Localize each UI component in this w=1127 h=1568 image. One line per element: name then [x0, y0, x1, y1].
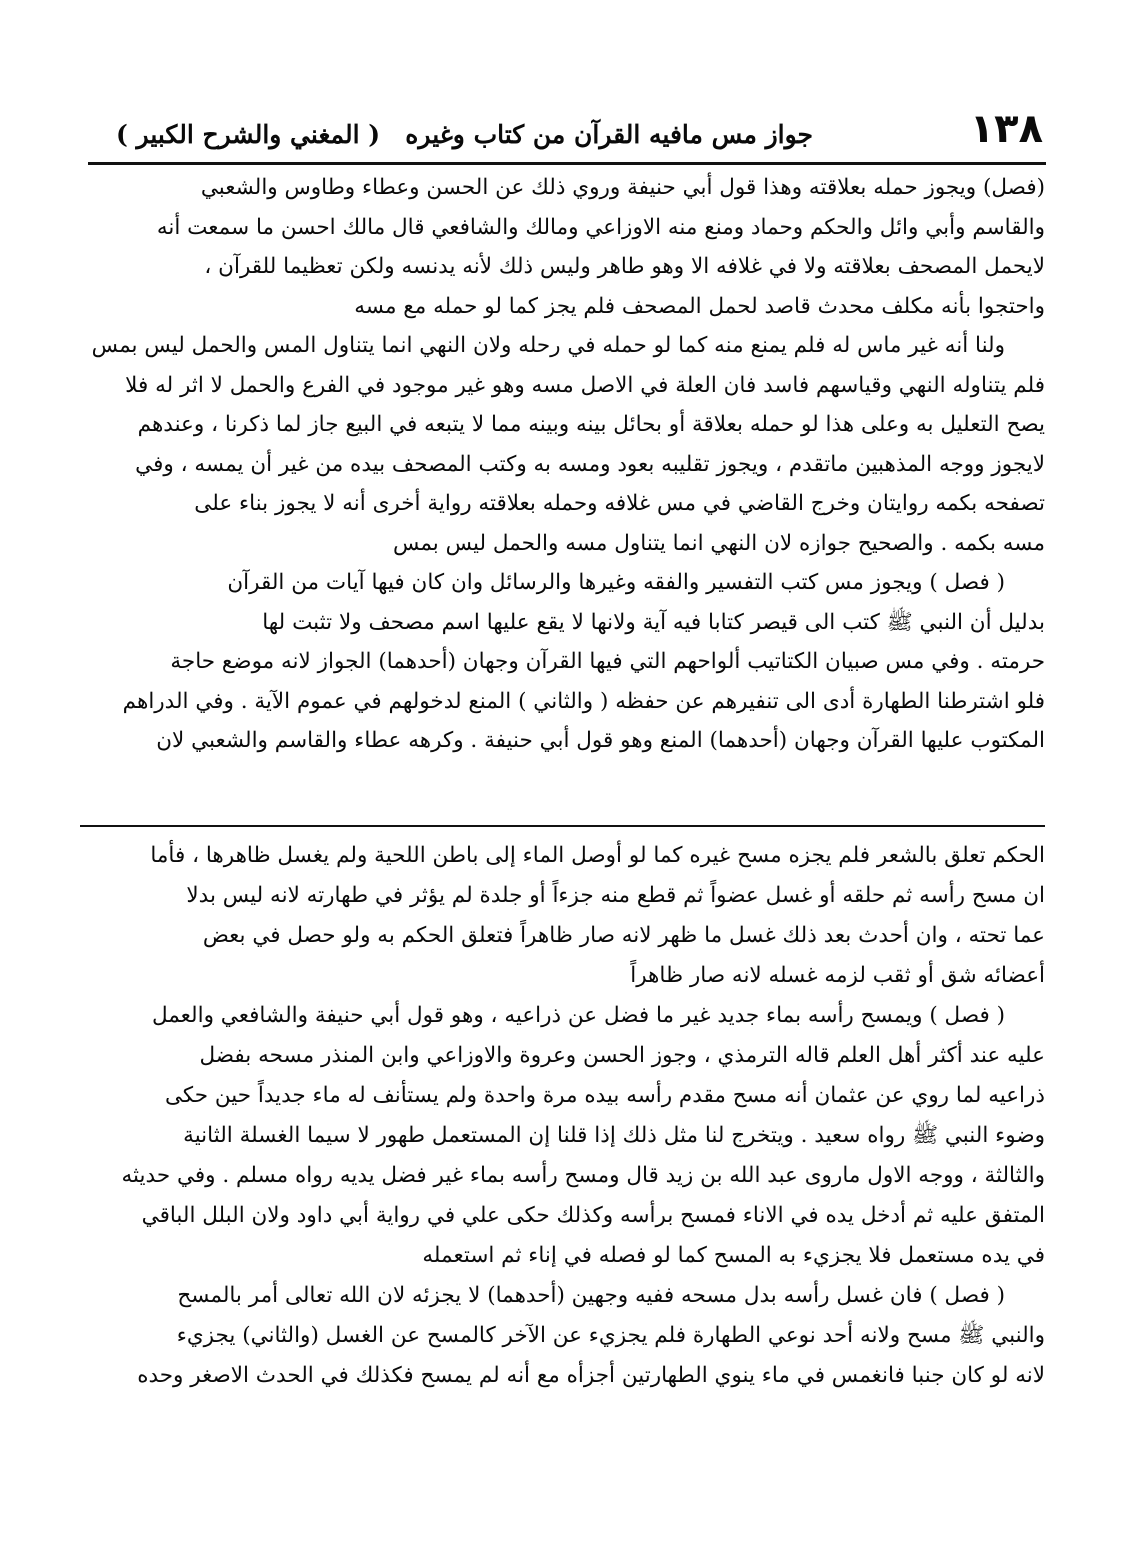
- text-line: فلو اشترطنا الطهارة أدى الى تنفيرهم عن حفظه ( والثاني ) المنع لدخولهم في عموم الآية . وفي الدراهم: [122, 688, 1045, 714]
- text-line: والثالثة ، ووجه الاول ماروى عبد الله بن زيد قال ومسح رأسه بماء غير فضل يديه رواه مسلم . وفي حديثه: [121, 1163, 1045, 1188]
- text-line: تصفحه بكمه روايتان وخرج القاضي في مس غلافه وحمله بعلاقته رواية أخرى أنه لا يجوز بناء على: [194, 491, 1045, 516]
- text-line: عليه عند أكثر أهل العلم قاله الترمذي ، وجوز الحسن وعروة والاوزاعي وابن المنذر مسحه بفضل: [199, 1043, 1045, 1068]
- main-text-block: [80, 168, 1045, 761]
- text-line: في يده مستعمل فلا يجزيء به المسح كما لو فصله في إناء ثم استعمله: [422, 1243, 1045, 1268]
- text-line: المكتوب عليها القرآن وجهان (أحدهما) المنع وهو قول أبي حنيفة . وكرهه عطاء والقاسم والشعبي لان: [156, 728, 1045, 753]
- text-line: ( فصل ) ويجوز مس كتب التفسير والفقه وغيرها والرسائل وان كان فيها آيات من القرآن: [227, 570, 1005, 595]
- text-line: لايجوز ووجه المذهبين ماتقدم ، ويجوز تقليبه بعود ومسه به وكتب المصحف بيده من غير أن يمسه ، وفي: [135, 451, 1045, 477]
- text-line: ( فصل ) ويمسح رأسه بماء جديد غير ما فضل عن ذراعيه ، وهو قول أبي حنيفة والشافعي والعمل: [151, 1003, 1005, 1028]
- header-divider: [88, 162, 1046, 165]
- text-line: وضوء النبي ﷺ رواه سعيد . ويتخرج لنا مثل ذلك إذا قلنا إن المستعمل طهور لا سيما الغسلة الثانية: [183, 1123, 1045, 1148]
- text-line: (فصل) ويجوز حمله بعلاقته وهذا قول أبي حنيفة وروي ذلك عن الحسن وعطاء وطاوس والشعبي: [200, 175, 1045, 200]
- text-line: مسه بكمه . والصحيح جوازه لان النهي انما يتناول مسه والحمل ليس بمس: [392, 530, 1045, 556]
- book-title: ( المغني والشرح الكبير ): [116, 120, 381, 149]
- section-divider: [80, 825, 1045, 827]
- text-line: فلم يتناوله النهي وقياسهم فاسد فان العلة في الاصل مسه وهو غير موجود في الفرع والحمل لا اثر له فلا: [125, 372, 1045, 398]
- text-line: عما تحته ، وان أحدث بعد ذلك غسل ما ظهر لانه صار ظاهراً فتعلق الحكم به ولو حصل في بعض: [202, 923, 1045, 948]
- text-line: ان مسح رأسه ثم حلقه أو غسل عضواً ثم قطع منه جزءاً أو جلدة لم يؤثر في طهارته لانه ليس بدلا: [186, 883, 1045, 908]
- text-line: والقاسم وأبي وائل والحكم وحماد ومنع منه الاوزاعي ومالك والشافعي قال مالك احسن ما سمعت أنه: [156, 214, 1045, 240]
- text-line: ( فصل ) فان غسل رأسه بدل مسحه ففيه وجهين (أحدهما) لا يجزئه لان الله تعالى أمر بالمسح: [177, 1283, 1005, 1308]
- page-header: [88, 106, 1043, 158]
- text-line: لانه لو كان جنبا فانغمس في ماء ينوي الطهارتين أجزأه مع أنه لم يمسح فكذلك في الحدث الاصغر وحده: [137, 1363, 1045, 1388]
- text-line: بدليل أن النبي ﷺ كتب الى قيصر كتابا فيه آية ولانها لا يقع عليها اسم مصحف ولا تثبت لها: [262, 609, 1045, 635]
- continued-text-block: [80, 836, 1045, 1396]
- text-line: حرمته . وفي مس صبيان الكتاتيب ألواحهم التي فيها القرآن وجهان (أحدهما) الجواز لانه موضع حاجة: [170, 649, 1045, 674]
- page-number: ١٣٨: [969, 106, 1043, 152]
- text-line: ولنا أنه غير ماس له فلم يمنع منه كما لو حمله في رحله ولان النهي انما يتناول المس والحمل ليس بمس: [91, 333, 1005, 358]
- text-line: الحكم تعلق بالشعر فلم يجزه مسح غيره كما لو أوصل الماء إلى باطن اللحية ولم يغسل ظاهرها ، فأما: [150, 843, 1045, 868]
- text-line: والنبي ﷺ مسح ولانه أحد نوعي الطهارة فلم يجزيء عن الآخر كالمسح عن الغسل (والثاني) يجزيء: [176, 1323, 1045, 1348]
- text-line: يصح التعليل به وعلى هذا لو حمله بعلاقة أو بحائل بينه وبينه مما لا يتبعه في البيع جاز لما ذكرنا ، وعندهم: [137, 412, 1045, 437]
- text-line: أعضائه شق أو ثقب لزمه غسله لانه صار ظاهراً: [630, 963, 1045, 988]
- running-title: جواز مس مافيه القرآن من كتاب وغيره: [405, 120, 813, 149]
- text-line: لايحمل المصحف بعلاقته ولا في غلافه الا وهو طاهر وليس ذلك لأنه يدنسه ولكن تعظيما للقرآن ،: [204, 254, 1045, 279]
- text-line: المتفق عليه ثم أدخل يده في الاناء فمسح برأسه وكذلك حكى علي في رواية أبي داود ولان البلل الباقي: [141, 1203, 1045, 1228]
- text-line: ذراعيه لما روي عن عثمان أنه مسح مقدم رأسه بيده مرة واحدة ولم يستأنف له ماء جديداً حين حكى: [165, 1083, 1045, 1108]
- text-line: واحتجوا بأنه مكلف محدث قاصد لحمل المصحف فلم يجز كما لو حمله مع مسه: [354, 293, 1045, 319]
